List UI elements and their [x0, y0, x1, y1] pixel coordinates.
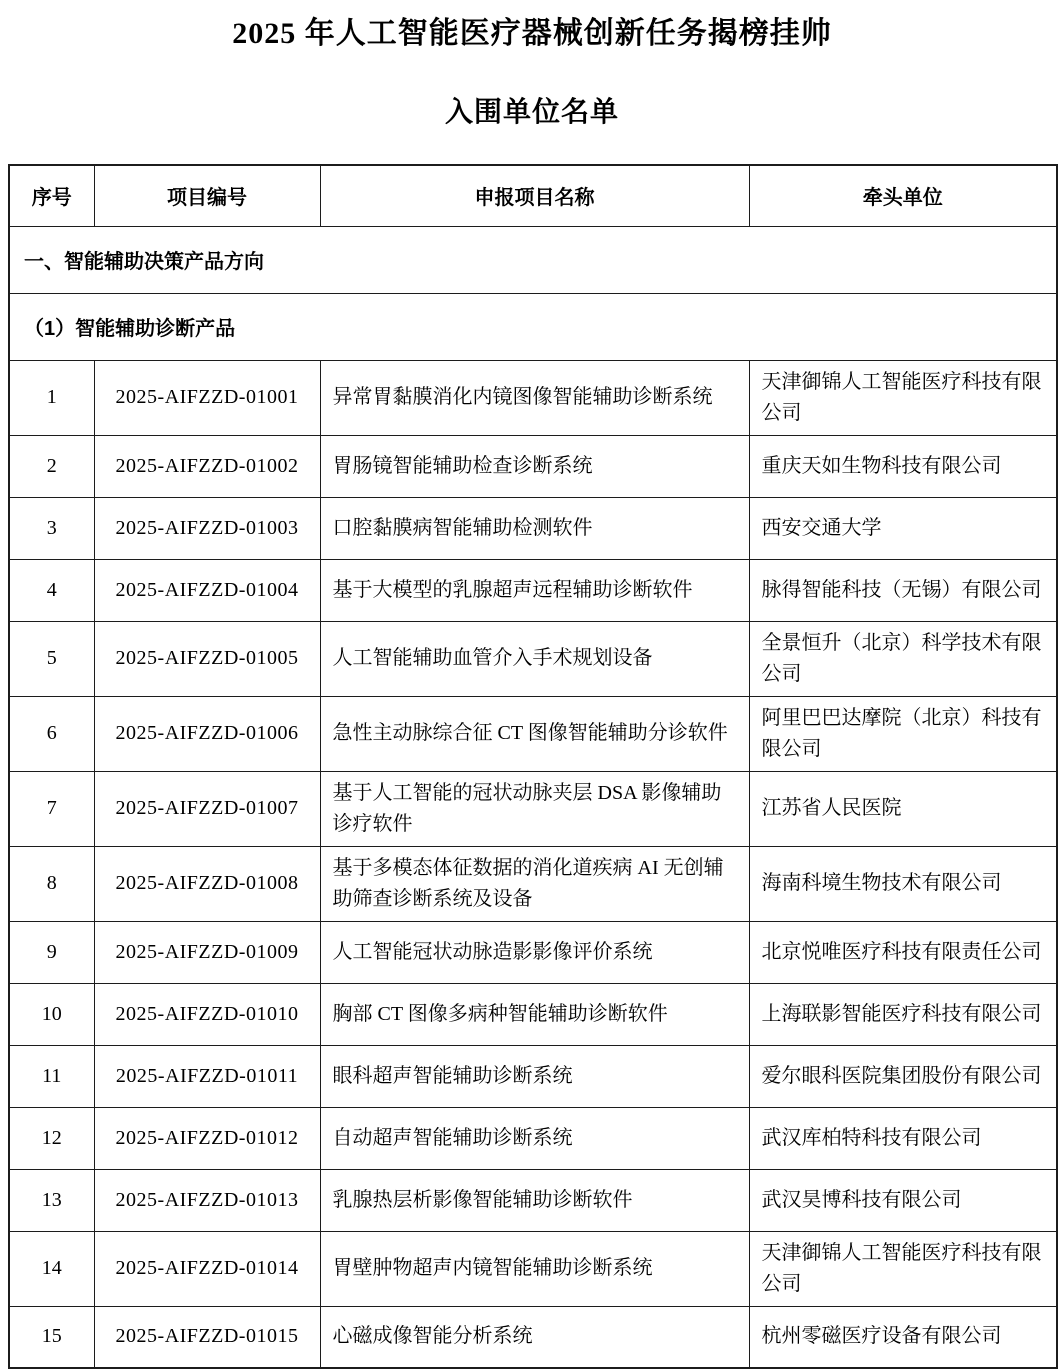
row-serial-number: 12 — [9, 1107, 94, 1169]
row-lead-unit: 江苏省人民医院 — [749, 771, 1057, 846]
table-row — [9, 1169, 1057, 1231]
row-lead-unit: 武汉库柏特科技有限公司 — [749, 1107, 1057, 1169]
header-serial-number: 序号 — [9, 165, 94, 227]
row-project-name: 口腔黏膜病智能辅助检测软件 — [320, 497, 749, 559]
row-project-id: 2025-AIFZZD-01003 — [94, 497, 320, 559]
shortlist-table — [8, 164, 1058, 1369]
row-lead-unit: 重庆天如生物科技有限公司 — [749, 435, 1057, 497]
row-lead-unit: 北京悦唯医疗科技有限责任公司 — [749, 921, 1057, 983]
row-project-name: 心磁成像智能分析系统 — [320, 1306, 749, 1368]
table-row — [9, 696, 1057, 771]
subsection-title: （1）智能辅助诊断产品 — [9, 293, 1057, 360]
row-project-name: 人工智能冠状动脉造影影像评价系统 — [320, 921, 749, 983]
row-serial-number: 9 — [9, 921, 94, 983]
row-project-name: 人工智能辅助血管介入手术规划设备 — [320, 621, 749, 696]
table-row — [9, 1231, 1057, 1306]
header-lead-unit: 牵头单位 — [749, 165, 1057, 227]
row-project-id: 2025-AIFZZD-01012 — [94, 1107, 320, 1169]
header-project-name: 申报项目名称 — [320, 165, 749, 227]
row-lead-unit: 天津御锦人工智能医疗科技有限公司 — [749, 360, 1057, 435]
row-lead-unit: 上海联影智能医疗科技有限公司 — [749, 983, 1057, 1045]
row-project-id: 2025-AIFZZD-01004 — [94, 559, 320, 621]
table-row — [9, 1045, 1057, 1107]
row-project-name: 自动超声智能辅助诊断系统 — [320, 1107, 749, 1169]
row-lead-unit: 天津御锦人工智能医疗科技有限公司 — [749, 1231, 1057, 1306]
table-header-row — [9, 165, 1057, 227]
row-project-name: 急性主动脉综合征 CT 图像智能辅助分诊软件 — [320, 696, 749, 771]
row-project-name: 胃壁肿物超声内镜智能辅助诊断系统 — [320, 1231, 749, 1306]
row-lead-unit: 阿里巴巴达摩院（北京）科技有限公司 — [749, 696, 1057, 771]
table-row — [9, 435, 1057, 497]
row-project-id: 2025-AIFZZD-01014 — [94, 1231, 320, 1306]
row-project-id: 2025-AIFZZD-01006 — [94, 696, 320, 771]
row-project-id: 2025-AIFZZD-01001 — [94, 360, 320, 435]
row-serial-number: 3 — [9, 497, 94, 559]
table-row — [9, 360, 1057, 435]
row-lead-unit: 海南科境生物技术有限公司 — [749, 846, 1057, 921]
row-project-name: 异常胃黏膜消化内镜图像智能辅助诊断系统 — [320, 360, 749, 435]
row-project-name: 基于大模型的乳腺超声远程辅助诊断软件 — [320, 559, 749, 621]
row-project-name: 基于人工智能的冠状动脉夹层 DSA 影像辅助诊疗软件 — [320, 771, 749, 846]
row-serial-number: 10 — [9, 983, 94, 1045]
row-serial-number: 5 — [9, 621, 94, 696]
row-serial-number: 2 — [9, 435, 94, 497]
row-project-id: 2025-AIFZZD-01005 — [94, 621, 320, 696]
row-serial-number: 15 — [9, 1306, 94, 1368]
header-project-id: 项目编号 — [94, 165, 320, 227]
row-lead-unit: 脉得智能科技（无锡）有限公司 — [749, 559, 1057, 621]
document-subtitle: 入围单位名单 — [444, 97, 619, 128]
row-serial-number: 6 — [9, 696, 94, 771]
row-project-name: 乳腺热层析影像智能辅助诊断软件 — [320, 1169, 749, 1231]
table-row — [9, 1306, 1057, 1368]
row-serial-number: 1 — [9, 360, 94, 435]
row-serial-number: 7 — [9, 771, 94, 846]
row-project-id: 2025-AIFZZD-01007 — [94, 771, 320, 846]
row-project-name: 基于多模态体征数据的消化道疾病 AI 无创辅助筛查诊断系统及设备 — [320, 846, 749, 921]
section-row — [9, 226, 1057, 293]
row-project-id: 2025-AIFZZD-01011 — [94, 1045, 320, 1107]
row-serial-number: 14 — [9, 1231, 94, 1306]
section-title: 一、智能辅助决策产品方向 — [9, 226, 1057, 293]
table-row — [9, 1107, 1057, 1169]
row-project-id: 2025-AIFZZD-01009 — [94, 921, 320, 983]
row-project-id: 2025-AIFZZD-01015 — [94, 1306, 320, 1368]
table-row — [9, 559, 1057, 621]
row-lead-unit: 西安交通大学 — [749, 497, 1057, 559]
table-row — [9, 621, 1057, 696]
row-project-id: 2025-AIFZZD-01013 — [94, 1169, 320, 1231]
subsection-row — [9, 293, 1057, 360]
row-lead-unit: 杭州零磁医疗设备有限公司 — [749, 1306, 1057, 1368]
table-row — [9, 921, 1057, 983]
row-lead-unit: 全景恒升（北京）科学技术有限公司 — [749, 621, 1057, 696]
table-row — [9, 983, 1057, 1045]
row-serial-number: 8 — [9, 846, 94, 921]
row-project-name: 眼科超声智能辅助诊断系统 — [320, 1045, 749, 1107]
row-serial-number: 11 — [9, 1045, 94, 1107]
document-title: 2025 年人工智能医疗器械创新任务揭榜挂帅 — [232, 17, 832, 50]
row-serial-number: 4 — [9, 559, 94, 621]
row-project-id: 2025-AIFZZD-01002 — [94, 435, 320, 497]
row-project-id: 2025-AIFZZD-01008 — [94, 846, 320, 921]
row-lead-unit: 爱尔眼科医院集团股份有限公司 — [749, 1045, 1057, 1107]
table-row — [9, 771, 1057, 846]
table-row — [9, 497, 1057, 559]
row-project-id: 2025-AIFZZD-01010 — [94, 983, 320, 1045]
row-project-name: 胸部 CT 图像多病种智能辅助诊断软件 — [320, 983, 749, 1045]
row-project-name: 胃肠镜智能辅助检查诊断系统 — [320, 435, 749, 497]
table-row — [9, 846, 1057, 921]
row-serial-number: 13 — [9, 1169, 94, 1231]
row-lead-unit: 武汉昊博科技有限公司 — [749, 1169, 1057, 1231]
